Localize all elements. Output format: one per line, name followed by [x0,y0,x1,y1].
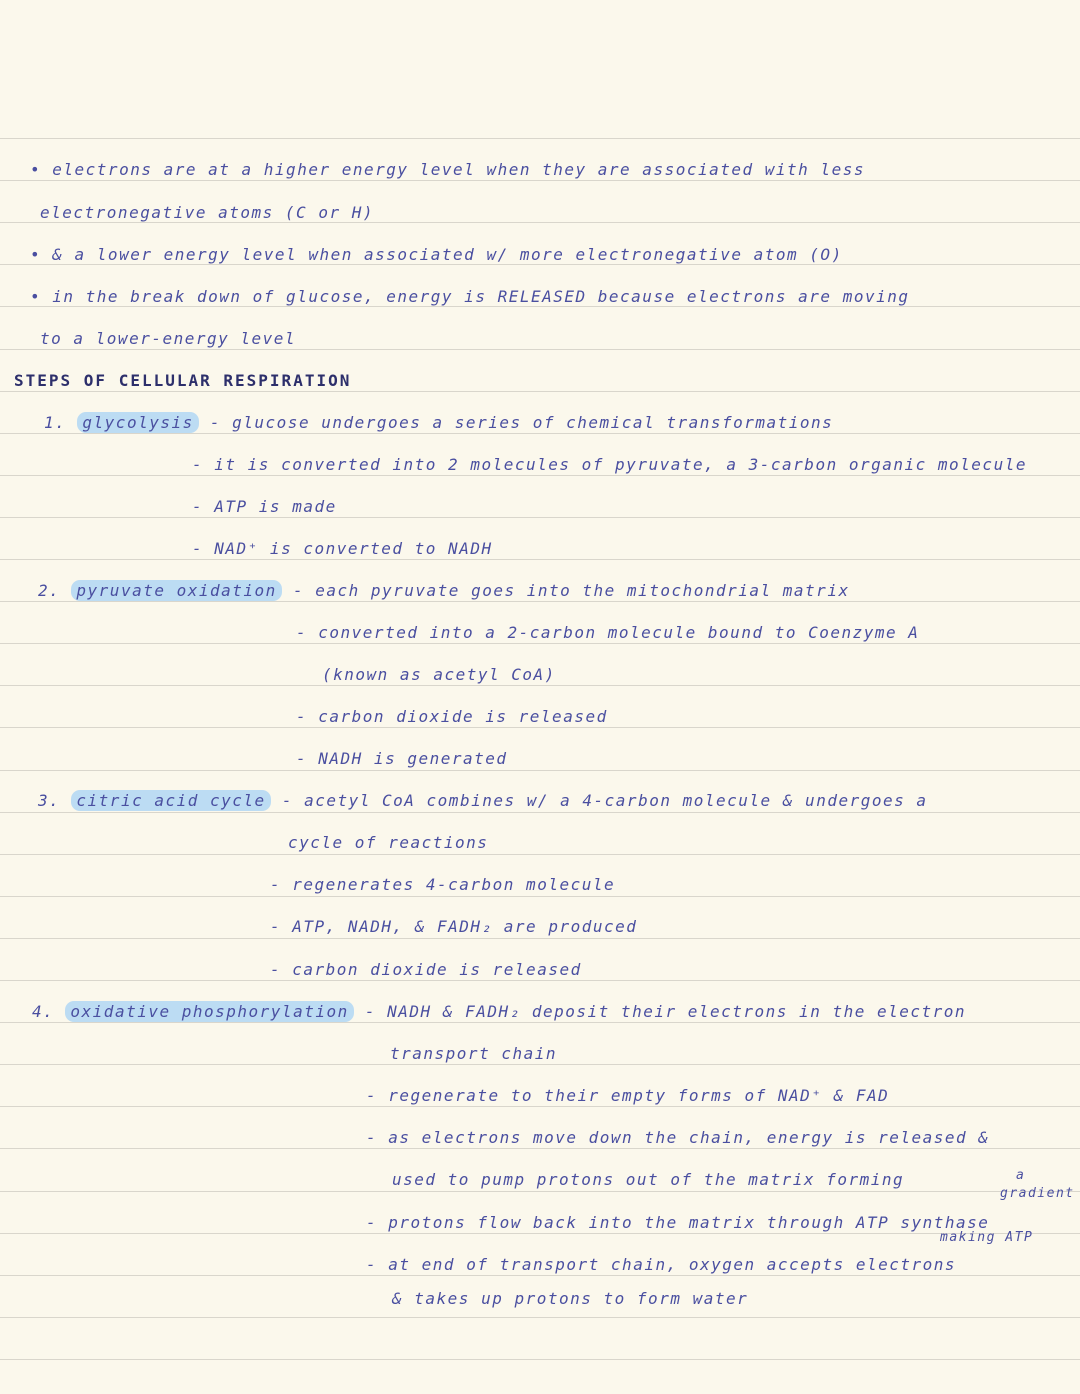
ruled-line [0,475,1080,476]
step-4-bullet-3: - protons flow back into the matrix through ATP synthase [366,1213,990,1232]
ruled-line [0,1191,1080,1192]
step-4-number: 4. [32,1002,55,1021]
step-2-bullet-3: - NADH is generated [296,749,508,768]
step-4-bullet-2: - as electrons move down the chain, energy is released & [366,1128,990,1147]
step-2-term: pyruvate oxidation [71,580,281,601]
ruled-line [0,1359,1080,1360]
note-line-3: • & a lower energy level when associated w/ more electronegative atom (O) [30,245,843,264]
step-2-bullet-1-cont: (known as acetyl CoA) [322,665,556,684]
ruled-line [0,1233,1080,1234]
note-line-5: to a lower-energy level [40,329,297,348]
step-4-bullet-1: - regenerate to their empty forms of NAD⁺ & FAD [366,1086,890,1105]
step-3-number: 3. [38,791,61,810]
step-4-definition: - NADH & FADH₂ deposit their electrons in the electron [364,1002,967,1021]
ruled-line [0,1022,1080,1023]
section-heading: STEPS OF CELLULAR RESPIRATION [14,371,352,390]
step-4-bullet-4-cont: & takes up protons to form water [392,1289,749,1308]
step-1-bullet-3: - NAD⁺ is converted to NADH [192,539,493,558]
ruled-line [0,306,1080,307]
step-1-term: glycolysis [77,412,198,433]
step-3-bullet-2: - ATP, NADH, & FADH₂ are produced [270,917,638,936]
note-line-4: • in the break down of glucose, energy is RELEASED because electrons are moving [30,287,910,306]
step-4-bullet-2-cont: used to pump protons out of the matrix forming [392,1170,905,1189]
step-4-term: oxidative phosphorylation [65,1001,353,1022]
ruled-line [0,643,1080,644]
step-4-bullet-3-end: making ATP [940,1230,1034,1245]
ruled-line [0,770,1080,771]
ruled-line [0,601,1080,602]
ruled-line [0,896,1080,897]
step-3-term: citric acid cycle [71,790,270,811]
step-3-definition-cont: cycle of reactions [288,833,489,852]
step-4-bullet-2-word-a: a [1016,1168,1026,1183]
step-2-number: 2. [38,581,61,600]
step-2-definition: - each pyruvate goes into the mitochondrial matrix [292,581,850,600]
step-1-definition: - glucose undergoes a series of chemical transformations [209,413,834,432]
ruled-line [0,517,1080,518]
ruled-line [0,1317,1080,1318]
step-4-definition-cont: transport chain [390,1044,557,1063]
step-4-bullet-4: - at end of transport chain, oxygen accepts electrons [366,1255,957,1274]
step-3-line [38,791,928,810]
ruled-line [0,685,1080,686]
ruled-line [0,559,1080,560]
note-line-1: • electrons are at a higher energy level when they are associated with less [30,160,865,179]
ruled-line [0,938,1080,939]
ruled-line [0,1064,1080,1065]
ruled-line [0,727,1080,728]
step-3-bullet-3: - carbon dioxide is released [270,960,582,979]
ruled-line [0,1275,1080,1276]
ruled-line [0,138,1080,139]
step-4-line [32,1002,966,1021]
ruled-line [0,1106,1080,1107]
step-3-definition: - acetyl CoA combines w/ a 4-carbon molecule & undergoes a [281,791,928,810]
ruled-line [0,391,1080,392]
step-2-bullet-1: - converted into a 2-carbon molecule bound to Coenzyme A [296,623,920,642]
ruled-line [0,812,1080,813]
ruled-line [0,222,1080,223]
step-1-bullet-1: - it is converted into 2 molecules of pyruvate, a 3-carbon organic molecule [192,455,1027,474]
step-4-bullet-2-end: gradient [1000,1186,1075,1201]
step-1-line [44,413,833,432]
step-2-line [38,581,850,600]
ruled-line [0,854,1080,855]
step-3-bullet-1: - regenerates 4-carbon molecule [270,875,616,894]
ruled-line [0,180,1080,181]
ruled-line [0,433,1080,434]
note-line-2: electronegative atoms (C or H) [40,203,374,222]
step-1-number: 1. [44,413,67,432]
step-2-bullet-2: - carbon dioxide is released [296,707,608,726]
ruled-line [0,980,1080,981]
step-1-bullet-2: - ATP is made [192,497,337,516]
ruled-line [0,264,1080,265]
ruled-line [0,1148,1080,1149]
ruled-line [0,349,1080,350]
